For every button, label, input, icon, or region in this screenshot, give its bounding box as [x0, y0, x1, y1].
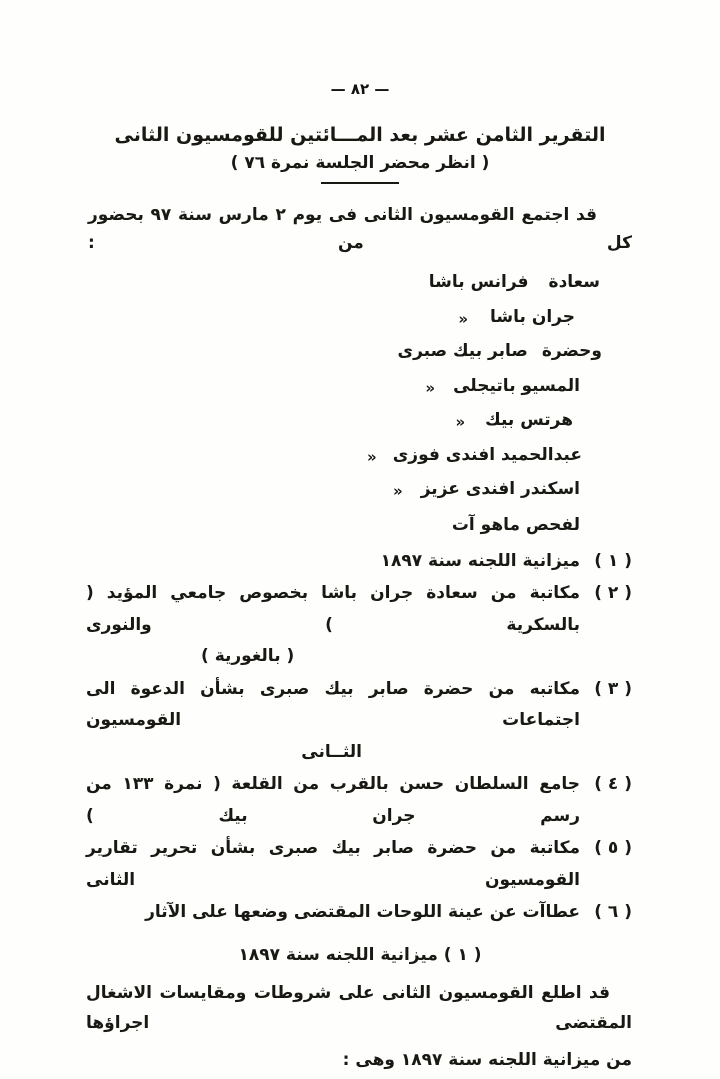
agenda-item-number: ( ٥ ): [594, 838, 632, 858]
attendee-row: [0, 472, 580, 507]
agenda-item-text: ميزانية اللجنه سنة ١٨٩٧: [380, 550, 580, 571]
agenda-item-number: ( ٤ ): [594, 774, 632, 794]
agenda-item: [86, 769, 632, 832]
agenda-item-text-continuation: ( بالغورية ): [201, 646, 295, 666]
divider-rule: [321, 182, 399, 184]
attendee-name: اسكندر افندى عزيز: [420, 479, 580, 500]
agenda-item-number: ( ٣ ): [594, 678, 632, 699]
agenda-item: [86, 674, 632, 769]
agenda-item-number: ( ١ ): [594, 550, 632, 571]
agenda-item: [86, 833, 632, 896]
agenda-item-text-continuation: الثــانى: [301, 741, 362, 762]
attendee-row: [0, 403, 573, 438]
attendee-honorific: سعادة: [548, 272, 600, 293]
closing-paragraph-line1: قد اطلع القومسيون الثانى على شروطات ومقايسات الاشغال المقتضى اجراؤها: [86, 982, 632, 1033]
attendee-row: [0, 438, 582, 473]
attendee-name: جران باشا: [490, 306, 575, 327]
ditto-mark: «: [458, 309, 469, 328]
attendee-name: هرتس بيك: [485, 410, 573, 431]
attendee-name: فرانس باشا: [428, 272, 529, 293]
ditto-mark: «: [455, 413, 466, 432]
agenda-item: [86, 897, 632, 929]
attendee-row: [0, 265, 600, 300]
attendee-name: صابر بيك صبرى: [397, 341, 528, 362]
attendee-row: [0, 300, 575, 335]
agenda-item: [86, 546, 632, 578]
report-title: التقرير الثامن عشر بعد المـــائتين للقومسيون الثانى: [114, 124, 606, 146]
report-subtitle: ( انظر محضر الجلسة نمرة ٧٦ ): [230, 153, 490, 173]
ditto-mark: «: [425, 378, 436, 397]
opening-paragraph: قد اجتمع القومسيون الثانى فى يوم ٢ مارس سنة ٩٧ بحضور كل من :: [88, 205, 632, 253]
attendee-row: [0, 334, 602, 369]
agenda-item-text: جامع السلطان حسن بالقرب من القلعة ( نمرة ١٣٣ من رسم جران بيك ): [86, 774, 580, 826]
attendee-list: [0, 265, 720, 507]
agenda-item-text: مكاتبة من سعادة جران باشا بخصوص جامعي المؤيد ( بالسكرية ) والنورى: [86, 583, 580, 635]
closing-paragraph-line2: من ميزانية اللجنه سنة ١٨٩٧ وهى :: [342, 1049, 632, 1070]
ditto-mark: «: [367, 447, 377, 466]
agenda-item-number: ( ٢ ): [594, 583, 632, 603]
ditto-mark: «: [393, 482, 403, 501]
agenda-item-text: عطاآت عن عينة اللوحات المقتضى وضعها على الآثار: [145, 902, 580, 922]
section-heading: ( ١ ) ميزانية اللجنه سنة ١٨٩٧: [238, 944, 482, 965]
purpose-line: لفحص ماهو آت: [451, 514, 580, 535]
attendee-row: [0, 369, 580, 404]
attendee-name: المسيو باتيجلى: [453, 375, 580, 396]
attendee-name: عبدالحميد افندى فوزى: [392, 444, 582, 465]
attendee-honorific: وحضرة: [541, 341, 602, 362]
agenda-item: [86, 578, 632, 673]
agenda-list: [0, 546, 720, 929]
agenda-item-number: ( ٦ ): [594, 902, 632, 922]
page-number: — ٨٢ —: [330, 80, 390, 98]
agenda-item-text: مكاتبه من حضرة صابر بيك صبرى بشأن الدعوة الى اجتماعات القومسيون: [86, 678, 580, 730]
agenda-item-text: مكاتبة من حضرة صابر بيك صبرى بشأن تحرير تقارير القومسيون الثانى: [86, 838, 580, 890]
